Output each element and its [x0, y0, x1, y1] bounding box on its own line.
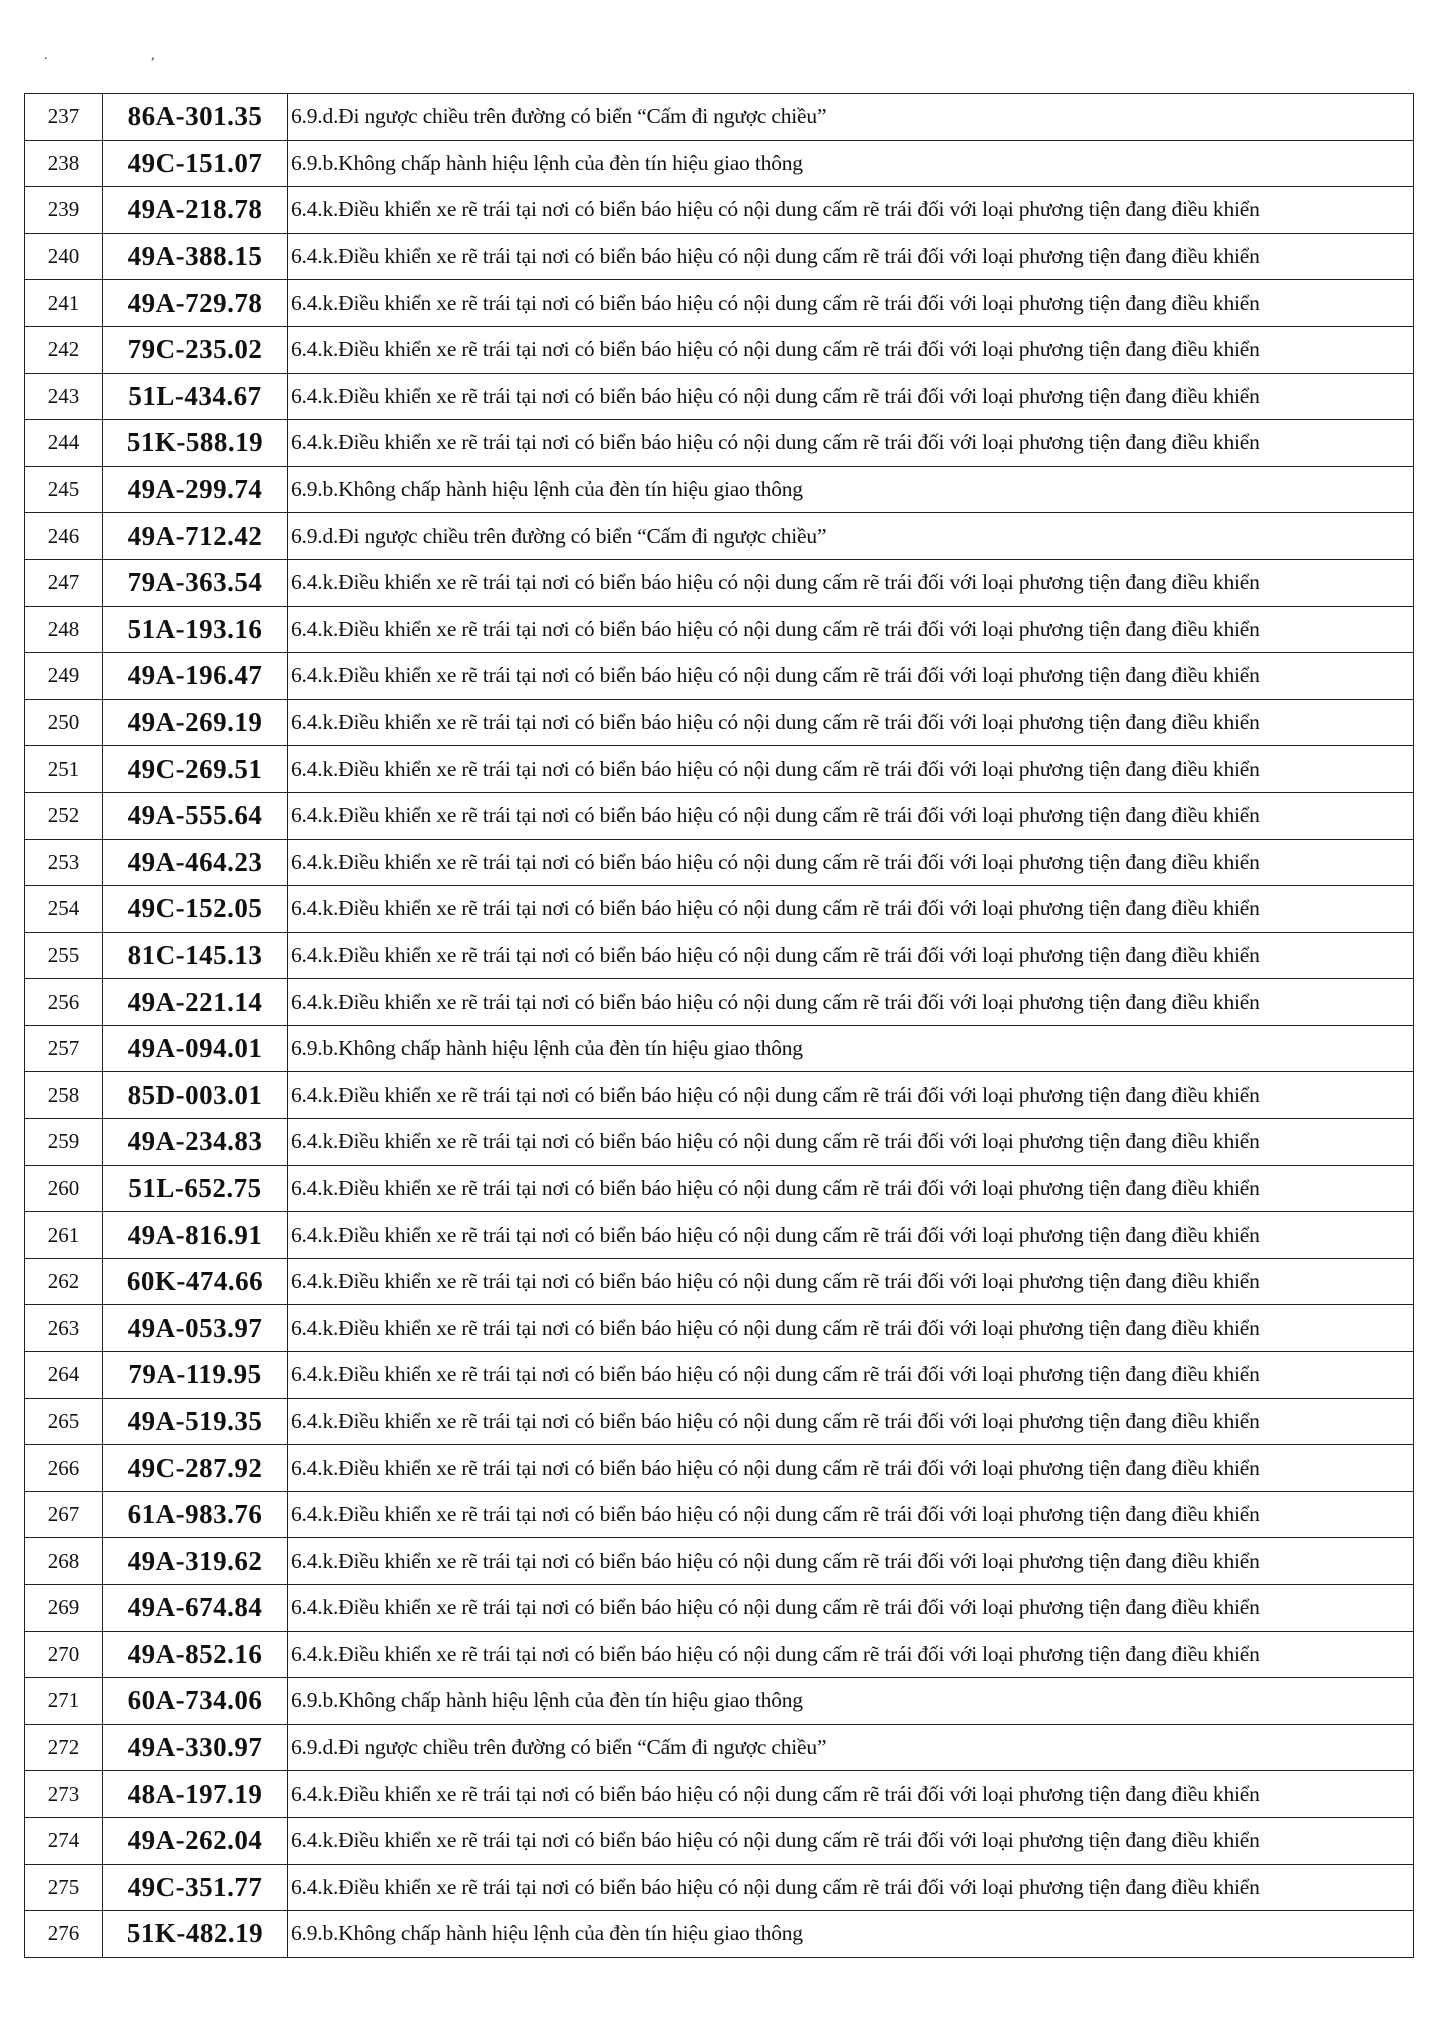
violation-description: 6.4.k.Điều khiển xe rẽ trái tại nơi có biển báo hiệu có nội dung cấm rẽ trái đối với loại phương tiện đang điều khiển [288, 280, 1414, 327]
table-row [25, 746, 1414, 793]
violation-description: 6.4.k.Điều khiển xe rẽ trái tại nơi có biển báo hiệu có nội dung cấm rẽ trái đối với loại phương tiện đang điều khiển [288, 559, 1414, 606]
row-number: 264 [25, 1352, 103, 1399]
table-row [25, 559, 1414, 606]
page-mark: . , [44, 48, 205, 63]
table-row [25, 886, 1414, 933]
license-plate: 48A-197.19 [103, 1771, 288, 1818]
table-row [25, 1864, 1414, 1911]
table-row [25, 280, 1414, 327]
table-row [25, 1911, 1414, 1958]
license-plate: 49A-519.35 [103, 1398, 288, 1445]
row-number: 246 [25, 513, 103, 560]
license-plate: 79A-363.54 [103, 559, 288, 606]
table-row [25, 839, 1414, 886]
table-row [25, 1724, 1414, 1771]
violation-description: 6.4.k.Điều khiển xe rẽ trái tại nơi có biển báo hiệu có nội dung cấm rẽ trái đối với loại phương tiện đang điều khiển [288, 326, 1414, 373]
row-number: 265 [25, 1398, 103, 1445]
license-plate: 49C-151.07 [103, 140, 288, 187]
row-number: 254 [25, 886, 103, 933]
violation-description: 6.9.b.Không chấp hành hiệu lệnh của đèn tín hiệu giao thông [288, 466, 1414, 513]
table-row [25, 233, 1414, 280]
license-plate: 49A-712.42 [103, 513, 288, 560]
table-row [25, 1305, 1414, 1352]
row-number: 276 [25, 1911, 103, 1958]
table-row [25, 326, 1414, 373]
row-number: 247 [25, 559, 103, 606]
row-number: 261 [25, 1212, 103, 1259]
license-plate: 79C-235.02 [103, 326, 288, 373]
license-plate: 49C-152.05 [103, 886, 288, 933]
license-plate: 49A-299.74 [103, 466, 288, 513]
violation-description: 6.4.k.Điều khiển xe rẽ trái tại nơi có biển báo hiệu có nội dung cấm rẽ trái đối với loại phương tiện đang điều khiển [288, 653, 1414, 700]
row-number: 257 [25, 1025, 103, 1072]
license-plate: 49A-262.04 [103, 1817, 288, 1864]
license-plate: 49C-287.92 [103, 1445, 288, 1492]
table-row [25, 1398, 1414, 1445]
violation-description: 6.9.d.Đi ngược chiều trên đường có biển “Cấm đi ngược chiều” [288, 94, 1414, 141]
violation-description: 6.4.k.Điều khiển xe rẽ trái tại nơi có biển báo hiệu có nội dung cấm rẽ trái đối với loại phương tiện đang điều khiển [288, 1352, 1414, 1399]
table-row [25, 792, 1414, 839]
row-number: 255 [25, 932, 103, 979]
license-plate: 60K-474.66 [103, 1258, 288, 1305]
violation-description: 6.4.k.Điều khiển xe rẽ trái tại nơi có biển báo hiệu có nội dung cấm rẽ trái đối với loại phương tiện đang điều khiển [288, 699, 1414, 746]
license-plate: 51K-588.19 [103, 420, 288, 467]
license-plate: 51L-434.67 [103, 373, 288, 420]
violation-description: 6.4.k.Điều khiển xe rẽ trái tại nơi có biển báo hiệu có nội dung cấm rẽ trái đối với loại phương tiện đang điều khiển [288, 233, 1414, 280]
violation-description: 6.4.k.Điều khiển xe rẽ trái tại nơi có biển báo hiệu có nội dung cấm rẽ trái đối với loại phương tiện đang điều khiển [288, 1119, 1414, 1166]
violation-description: 6.4.k.Điều khiển xe rẽ trái tại nơi có biển báo hiệu có nội dung cấm rẽ trái đối với loại phương tiện đang điều khiển [288, 1258, 1414, 1305]
row-number: 242 [25, 326, 103, 373]
table-row [25, 373, 1414, 420]
violation-description: 6.4.k.Điều khiển xe rẽ trái tại nơi có biển báo hiệu có nội dung cấm rẽ trái đối với loại phương tiện đang điều khiển [288, 792, 1414, 839]
table-row [25, 140, 1414, 187]
violation-description: 6.4.k.Điều khiển xe rẽ trái tại nơi có biển báo hiệu có nội dung cấm rẽ trái đối với loại phương tiện đang điều khiển [288, 839, 1414, 886]
table-row [25, 606, 1414, 653]
violation-description: 6.9.b.Không chấp hành hiệu lệnh của đèn tín hiệu giao thông [288, 1911, 1414, 1958]
row-number: 267 [25, 1491, 103, 1538]
table-row [25, 932, 1414, 979]
table-row [25, 1771, 1414, 1818]
license-plate: 86A-301.35 [103, 94, 288, 141]
violation-description: 6.4.k.Điều khiển xe rẽ trái tại nơi có biển báo hiệu có nội dung cấm rẽ trái đối với loại phương tiện đang điều khiển [288, 746, 1414, 793]
row-number: 238 [25, 140, 103, 187]
table-row [25, 1165, 1414, 1212]
row-number: 239 [25, 187, 103, 234]
row-number: 241 [25, 280, 103, 327]
license-plate: 51L-652.75 [103, 1165, 288, 1212]
row-number: 249 [25, 653, 103, 700]
row-number: 274 [25, 1817, 103, 1864]
row-number: 244 [25, 420, 103, 467]
license-plate: 85D-003.01 [103, 1072, 288, 1119]
violation-description: 6.4.k.Điều khiển xe rẽ trái tại nơi có biển báo hiệu có nội dung cấm rẽ trái đối với loại phương tiện đang điều khiển [288, 1538, 1414, 1585]
violation-description: 6.4.k.Điều khiển xe rẽ trái tại nơi có biển báo hiệu có nội dung cấm rẽ trái đối với loại phương tiện đang điều khiển [288, 886, 1414, 933]
row-number: 262 [25, 1258, 103, 1305]
license-plate: 49A-330.97 [103, 1724, 288, 1771]
row-number: 237 [25, 94, 103, 141]
license-plate: 49A-388.15 [103, 233, 288, 280]
row-number: 266 [25, 1445, 103, 1492]
table-body [25, 94, 1414, 1958]
table-row [25, 1678, 1414, 1725]
table-row [25, 1445, 1414, 1492]
violation-description: 6.4.k.Điều khiển xe rẽ trái tại nơi có biển báo hiệu có nội dung cấm rẽ trái đối với loại phương tiện đang điều khiển [288, 606, 1414, 653]
violation-description: 6.4.k.Điều khiển xe rẽ trái tại nơi có biển báo hiệu có nội dung cấm rẽ trái đối với loại phương tiện đang điều khiển [288, 979, 1414, 1026]
row-number: 245 [25, 466, 103, 513]
violation-description: 6.9.b.Không chấp hành hiệu lệnh của đèn tín hiệu giao thông [288, 140, 1414, 187]
violation-description: 6.4.k.Điều khiển xe rẽ trái tại nơi có biển báo hiệu có nội dung cấm rẽ trái đối với loại phương tiện đang điều khiển [288, 1305, 1414, 1352]
license-plate: 49C-269.51 [103, 746, 288, 793]
license-plate: 49A-269.19 [103, 699, 288, 746]
license-plate: 49A-852.16 [103, 1631, 288, 1678]
violation-description: 6.4.k.Điều khiển xe rẽ trái tại nơi có biển báo hiệu có nội dung cấm rẽ trái đối với loại phương tiện đang điều khiển [288, 420, 1414, 467]
violation-description: 6.4.k.Điều khiển xe rẽ trái tại nơi có biển báo hiệu có nội dung cấm rẽ trái đối với loại phương tiện đang điều khiển [288, 373, 1414, 420]
table-row [25, 1212, 1414, 1259]
table-row [25, 1072, 1414, 1119]
row-number: 256 [25, 979, 103, 1026]
table-row [25, 1258, 1414, 1305]
table-row [25, 94, 1414, 141]
table-row [25, 1585, 1414, 1632]
row-number: 258 [25, 1072, 103, 1119]
table-row [25, 653, 1414, 700]
row-number: 250 [25, 699, 103, 746]
row-number: 260 [25, 1165, 103, 1212]
violation-description: 6.4.k.Điều khiển xe rẽ trái tại nơi có biển báo hiệu có nội dung cấm rẽ trái đối với loại phương tiện đang điều khiển [288, 1445, 1414, 1492]
table-row [25, 187, 1414, 234]
row-number: 272 [25, 1724, 103, 1771]
row-number: 251 [25, 746, 103, 793]
table-row [25, 1491, 1414, 1538]
license-plate: 79A-119.95 [103, 1352, 288, 1399]
license-plate: 49A-816.91 [103, 1212, 288, 1259]
table-row [25, 1352, 1414, 1399]
table-row [25, 1817, 1414, 1864]
row-number: 259 [25, 1119, 103, 1166]
violation-description: 6.4.k.Điều khiển xe rẽ trái tại nơi có biển báo hiệu có nội dung cấm rẽ trái đối với loại phương tiện đang điều khiển [288, 1864, 1414, 1911]
row-number: 263 [25, 1305, 103, 1352]
table-row [25, 1538, 1414, 1585]
violation-description: 6.4.k.Điều khiển xe rẽ trái tại nơi có biển báo hiệu có nội dung cấm rẽ trái đối với loại phương tiện đang điều khiển [288, 187, 1414, 234]
license-plate: 49A-555.64 [103, 792, 288, 839]
row-number: 271 [25, 1678, 103, 1725]
license-plate: 60A-734.06 [103, 1678, 288, 1725]
row-number: 269 [25, 1585, 103, 1632]
license-plate: 49C-351.77 [103, 1864, 288, 1911]
violation-description: 6.4.k.Điều khiển xe rẽ trái tại nơi có biển báo hiệu có nội dung cấm rẽ trái đối với loại phương tiện đang điều khiển [288, 1491, 1414, 1538]
violation-description: 6.9.d.Đi ngược chiều trên đường có biển “Cấm đi ngược chiều” [288, 1724, 1414, 1771]
violation-description: 6.9.b.Không chấp hành hiệu lệnh của đèn tín hiệu giao thông [288, 1025, 1414, 1072]
violation-description: 6.4.k.Điều khiển xe rẽ trái tại nơi có biển báo hiệu có nội dung cấm rẽ trái đối với loại phương tiện đang điều khiển [288, 1585, 1414, 1632]
row-number: 270 [25, 1631, 103, 1678]
row-number: 243 [25, 373, 103, 420]
license-plate: 49A-319.62 [103, 1538, 288, 1585]
row-number: 273 [25, 1771, 103, 1818]
license-plate: 49A-196.47 [103, 653, 288, 700]
table-row [25, 1119, 1414, 1166]
row-number: 275 [25, 1864, 103, 1911]
license-plate: 49A-053.97 [103, 1305, 288, 1352]
violation-description: 6.4.k.Điều khiển xe rẽ trái tại nơi có biển báo hiệu có nội dung cấm rẽ trái đối với loại phương tiện đang điều khiển [288, 1398, 1414, 1445]
violations-table [24, 93, 1414, 1958]
license-plate: 49A-234.83 [103, 1119, 288, 1166]
violation-description: 6.4.k.Điều khiển xe rẽ trái tại nơi có biển báo hiệu có nội dung cấm rẽ trái đối với loại phương tiện đang điều khiển [288, 1631, 1414, 1678]
license-plate: 81C-145.13 [103, 932, 288, 979]
license-plate: 49A-221.14 [103, 979, 288, 1026]
row-number: 248 [25, 606, 103, 653]
license-plate: 51K-482.19 [103, 1911, 288, 1958]
license-plate: 49A-674.84 [103, 1585, 288, 1632]
license-plate: 49A-464.23 [103, 839, 288, 886]
table-row [25, 1025, 1414, 1072]
violation-description: 6.4.k.Điều khiển xe rẽ trái tại nơi có biển báo hiệu có nội dung cấm rẽ trái đối với loại phương tiện đang điều khiển [288, 1072, 1414, 1119]
violation-description: 6.4.k.Điều khiển xe rẽ trái tại nơi có biển báo hiệu có nội dung cấm rẽ trái đối với loại phương tiện đang điều khiển [288, 1165, 1414, 1212]
row-number: 252 [25, 792, 103, 839]
violation-description: 6.9.b.Không chấp hành hiệu lệnh của đèn tín hiệu giao thông [288, 1678, 1414, 1725]
violation-description: 6.4.k.Điều khiển xe rẽ trái tại nơi có biển báo hiệu có nội dung cấm rẽ trái đối với loại phương tiện đang điều khiển [288, 1771, 1414, 1818]
violation-description: 6.4.k.Điều khiển xe rẽ trái tại nơi có biển báo hiệu có nội dung cấm rẽ trái đối với loại phương tiện đang điều khiển [288, 932, 1414, 979]
license-plate: 51A-193.16 [103, 606, 288, 653]
row-number: 253 [25, 839, 103, 886]
row-number: 240 [25, 233, 103, 280]
license-plate: 61A-983.76 [103, 1491, 288, 1538]
row-number: 268 [25, 1538, 103, 1585]
table-row [25, 1631, 1414, 1678]
violation-description: 6.4.k.Điều khiển xe rẽ trái tại nơi có biển báo hiệu có nội dung cấm rẽ trái đối với loại phương tiện đang điều khiển [288, 1212, 1414, 1259]
table-row [25, 513, 1414, 560]
license-plate: 49A-729.78 [103, 280, 288, 327]
violation-description: 6.9.d.Đi ngược chiều trên đường có biển “Cấm đi ngược chiều” [288, 513, 1414, 560]
license-plate: 49A-218.78 [103, 187, 288, 234]
violation-description: 6.4.k.Điều khiển xe rẽ trái tại nơi có biển báo hiệu có nội dung cấm rẽ trái đối với loại phương tiện đang điều khiển [288, 1817, 1414, 1864]
table-row [25, 420, 1414, 467]
license-plate: 49A-094.01 [103, 1025, 288, 1072]
table-row [25, 979, 1414, 1026]
table-row [25, 466, 1414, 513]
table-row [25, 699, 1414, 746]
